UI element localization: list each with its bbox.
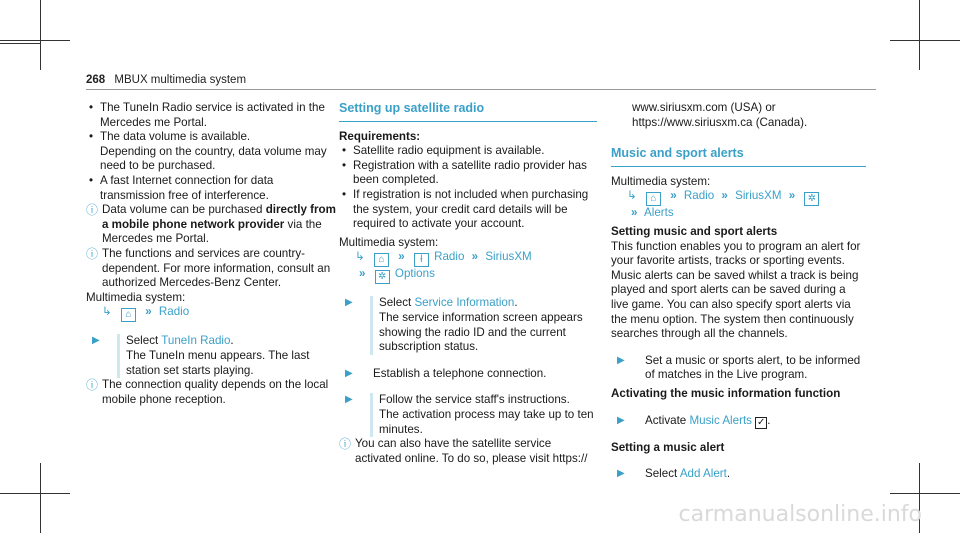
info-note: ⓘ The functions and services are country-dependent. For more information, consult an authorized Mercedes-Benz Center. [86, 246, 331, 290]
instruction-step: ▶ Follow the service staff's instructions. The activation process may take up to ten minutes. [339, 393, 597, 437]
list-item: Depending on the country, data volume may need to be purchased. [100, 144, 327, 173]
page-header [86, 73, 246, 88]
info-note: ⓘ Data volume can be purchased directly from a mobile phone network provider via the Mercedes me Portal. [86, 203, 336, 246]
crop-mark [0, 493, 70, 494]
checked-box-icon: ✓ [757, 416, 766, 428]
path-options: Options [394, 267, 435, 281]
antenna-icon: ł [414, 253, 429, 267]
multimedia-label: Multimedia system: [339, 235, 439, 249]
path-alerts: Alerts [644, 206, 674, 220]
instruction-step: ▶ Select Service Information. The service information screen appears showing the radio ID and the current subscription status. [339, 296, 597, 354]
home-icon: ⌂ [374, 253, 389, 267]
step-arrow-icon: ▶ [345, 394, 353, 406]
crop-mark [40, 0, 41, 70]
menu-path [339, 250, 597, 267]
step-arrow-icon: ▶ [345, 367, 353, 379]
double-chevron-icon: » [721, 189, 728, 203]
path-radio: Radio [158, 305, 190, 319]
instruction-step: ▶ Select TuneIn Radio. The TuneIn menu appears. The last station set starts playing. [86, 334, 336, 378]
instruction-step: ▶ Activate Music Alerts ✓ . [617, 413, 771, 428]
music-alerts-link: Music Alerts [689, 413, 752, 427]
crop-mark [40, 463, 41, 533]
double-chevron-icon: » [471, 250, 479, 264]
menu-path [611, 189, 866, 206]
path-arrow-icon: ↳ [355, 250, 365, 264]
info-note: ⓘ The connection quality depends on the local mobile phone reception. [86, 378, 329, 406]
header-divider [86, 89, 876, 90]
step-result: The service information screen appears showing the radio ID and the current subscription status. [379, 310, 583, 354]
double-chevron-icon: » [398, 250, 405, 264]
crop-mark [0, 40, 70, 41]
settings-icon: ✲ [375, 270, 390, 284]
instruction-step: ▶ Establish a telephone connection. [345, 366, 547, 380]
info-icon: ⓘ [86, 378, 99, 393]
crop-mark [890, 40, 960, 41]
tunein-radio-link: TuneIn Radio [161, 334, 231, 348]
column-left [86, 101, 336, 407]
service-information-link: Service Information [414, 296, 515, 310]
path-radio: Radio [434, 250, 465, 264]
column-right [611, 101, 866, 482]
body-text: This function enables you to program an alert for your favorite artists, tracks or sporting events. Music alerts can be saved whilst a track is being played and sport alerts can be saved during a live game. You can also specify sport alerts via the menu option. The system then continuously searches through all the channels. [611, 239, 861, 341]
path-siriusxm: SiriusXM [485, 250, 532, 264]
section-heading: Setting up satellite radio [339, 101, 485, 115]
list-item: • If registration is not included when purchasing the system, your credit card details will be required to activate your account. [339, 188, 597, 232]
watermark: carmanualsonline.info [678, 502, 922, 527]
home-icon: ⌂ [646, 192, 661, 206]
menu-path [86, 305, 336, 322]
step-arrow-icon: ▶ [617, 354, 625, 366]
multimedia-label: Multimedia system: [86, 290, 186, 304]
list-item: • The data volume is available. [86, 130, 336, 145]
home-icon: ⌂ [121, 308, 136, 322]
multimedia-label: Multimedia system: [611, 174, 711, 188]
settings-icon: ✲ [804, 192, 819, 206]
info-icon: ⓘ [339, 437, 352, 452]
page-number: 268 [86, 74, 106, 86]
info-icon: ⓘ [86, 246, 99, 261]
double-chevron-icon: » [359, 267, 366, 281]
crop-mark [0, 43, 40, 44]
step-arrow-icon: ▶ [345, 297, 353, 309]
list-item: • Satellite radio equipment is available. [339, 144, 597, 159]
step-arrow-icon: ▶ [617, 414, 625, 426]
list-item: • A fast Internet connection for data transmission free of interference. [86, 174, 336, 203]
double-chevron-icon: » [145, 305, 152, 319]
path-siriusxm: SiriusXM [735, 189, 782, 203]
section-heading: Music and sport alerts [611, 146, 744, 161]
double-chevron-icon: » [788, 189, 796, 203]
crop-mark [890, 493, 960, 494]
list-item: • Registration with a satellite radio provider has been completed. [339, 159, 597, 188]
subheading: Setting a music alert [611, 440, 725, 454]
page-title: MBUX multimedia system [114, 74, 247, 86]
crop-mark [919, 0, 920, 70]
url-text: www.siriusxm.com (USA) or https://www.siriusxm.ca (Canada). [632, 101, 808, 129]
step-arrow-icon: ▶ [92, 335, 100, 347]
instruction-step: ▶ Select Add Alert. [617, 467, 731, 481]
add-alert-link: Add Alert [679, 467, 727, 481]
double-chevron-icon: » [670, 189, 677, 203]
info-note: ⓘ You can also have the satellite service activated online. To do so, please visit https:// [339, 437, 588, 465]
double-chevron-icon: » [631, 206, 638, 220]
path-arrow-icon: ↳ [102, 305, 112, 319]
menu-path [611, 206, 866, 221]
menu-path [339, 267, 597, 284]
info-icon: ⓘ [86, 203, 99, 218]
path-radio: Radio [683, 189, 715, 203]
requirements-label: Requirements: [339, 129, 421, 143]
instruction-step: ▶ Set a music or sports alert, to be informed of matches in the Live program. [617, 353, 861, 382]
subheading: Setting music and sport alerts [611, 224, 778, 238]
step-result: The TuneIn menu appears. The last station set starts playing. [126, 348, 310, 377]
step-arrow-icon: ▶ [617, 468, 625, 480]
subheading: Activating the music information function [611, 386, 841, 400]
step-result: The activation process may take up to ten minutes. [379, 407, 594, 436]
path-arrow-icon: ↳ [627, 189, 637, 203]
column-middle [339, 101, 597, 466]
list-item: • The TuneIn Radio service is activated in the Mercedes me Portal. [86, 101, 336, 130]
